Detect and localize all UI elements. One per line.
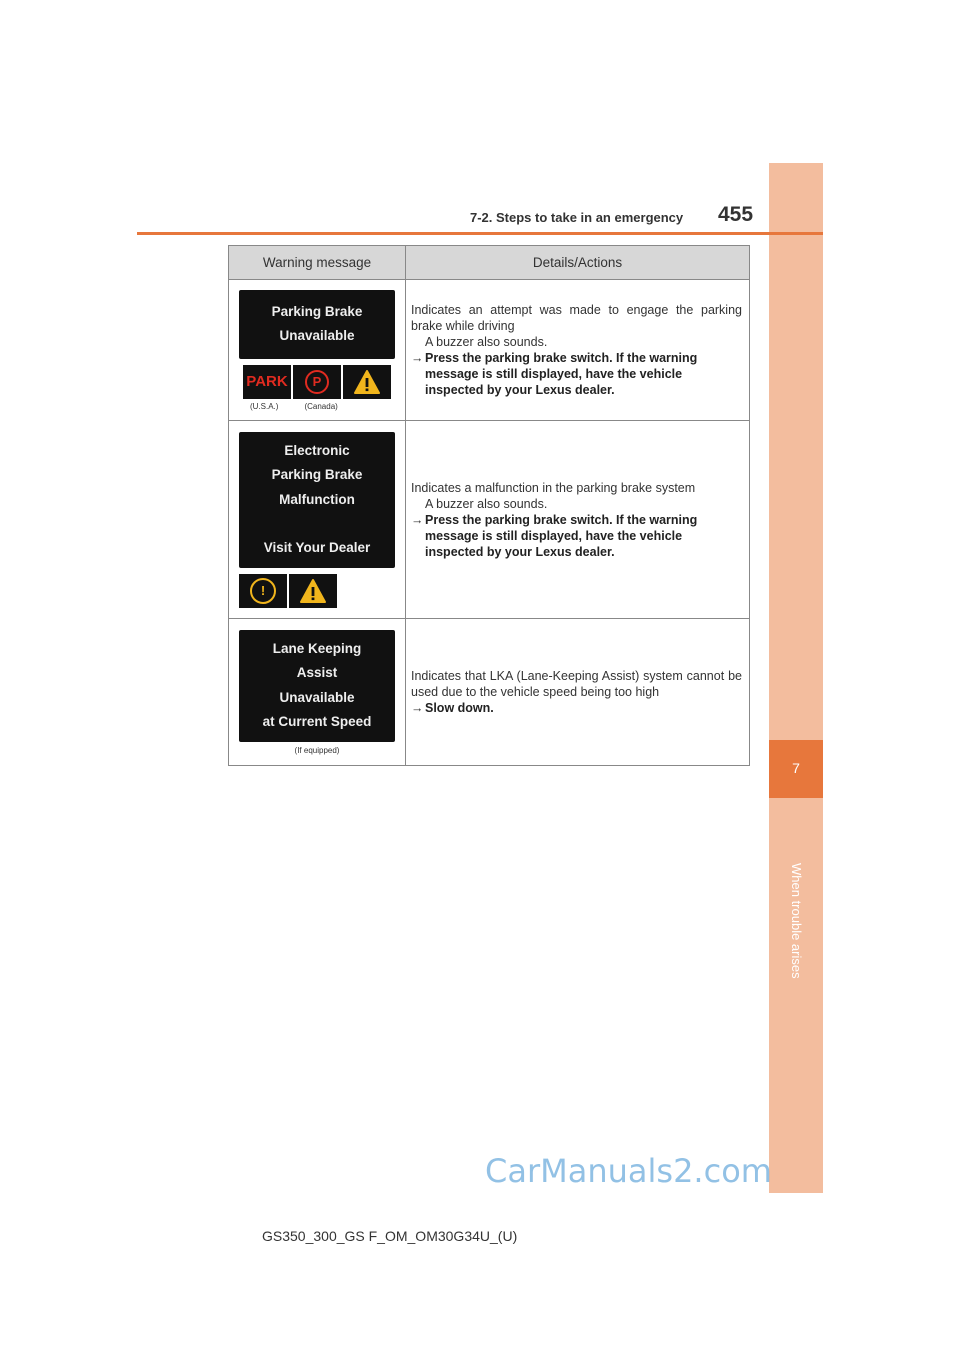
section-title: 7-2. Steps to take in an emergency [470,210,684,225]
display-screen [239,290,395,359]
action-text: Press the parking brake switch. If the warning message is still displayed, have the vehicle inspected by your Lexus dealer. [425,512,698,559]
watermark: CarManuals2.com [485,1152,772,1190]
warning-image-cell [229,421,406,619]
buzzer-note: A buzzer also sounds. [425,496,548,511]
table-header-row [229,246,750,280]
table-row [229,421,750,619]
warning-image-cell [229,619,406,766]
table-row [229,619,750,766]
chapter-title: When trouble arises [789,863,804,979]
page-number: 455 [718,203,754,226]
action-item [411,512,742,560]
action-item [411,700,742,716]
caption-usa: (U.S.A.) [250,401,279,411]
screen-line: Unavailable [279,328,355,343]
description-text: Indicates an attempt was made to engage the parking brake while driving [411,303,742,333]
caption-canada: (Canada) [304,401,338,411]
description-text: Indicates that LKA (Lane-Keeping Assist) system cannot be used due to the vehicle speed being too high [411,669,742,699]
p-label: P [305,370,329,394]
screen-line: Assist [296,665,338,680]
warning-image-cell [229,280,406,421]
indicator-icons [230,365,404,399]
arrow-icon: → [411,351,424,365]
park-label: PARK [246,373,288,390]
action-item [411,350,742,398]
arrow-icon: → [411,701,424,715]
screen-line: at Current Speed [262,714,372,729]
region-captions [250,402,404,411]
parking-p-indicator-icon [293,365,341,399]
equipment-caption: (If equipped) [294,745,340,755]
warning-triangle-icon [343,365,391,399]
warning-triangle-icon [289,574,337,608]
brake-system-warning-icon: ! [239,574,287,608]
header-rule [137,232,823,235]
buzzer-note: A buzzer also sounds. [425,335,548,349]
screen-line: Unavailable [279,689,355,705]
chapter-number: 7 [792,760,800,776]
screen-line: Lane Keeping [272,640,362,656]
column-header-warning: Warning message [229,246,406,280]
column-header-details: Details/Actions [406,246,750,280]
screen-line: Visit Your Dealer [263,540,371,555]
action-text: Press the parking brake switch. If the warning message is still displayed, have the vehicle inspected by your Lexus dealer. [425,351,698,397]
document-code: GS350_300_GS F_OM_OM30G34U_(U) [262,1228,518,1244]
details-cell [406,619,750,766]
details-cell [406,280,750,421]
warning-table [228,245,750,766]
table-row [229,280,750,421]
chapter-side-tab [769,163,823,1193]
indicator-icons [239,574,404,608]
park-indicator-icon [243,365,291,399]
action-text: Slow down. [425,701,494,715]
details-cell [406,421,750,619]
screen-line: Parking Brake [271,467,363,482]
screen-line: Malfunction [279,491,355,507]
screen-line: Electronic [284,442,350,458]
screen-line: Parking Brake [271,303,363,319]
display-screen [239,630,395,742]
description-text: Indicates a malfunction in the parking brake system [411,480,696,495]
display-screen [239,432,395,568]
arrow-icon: → [411,512,424,527]
